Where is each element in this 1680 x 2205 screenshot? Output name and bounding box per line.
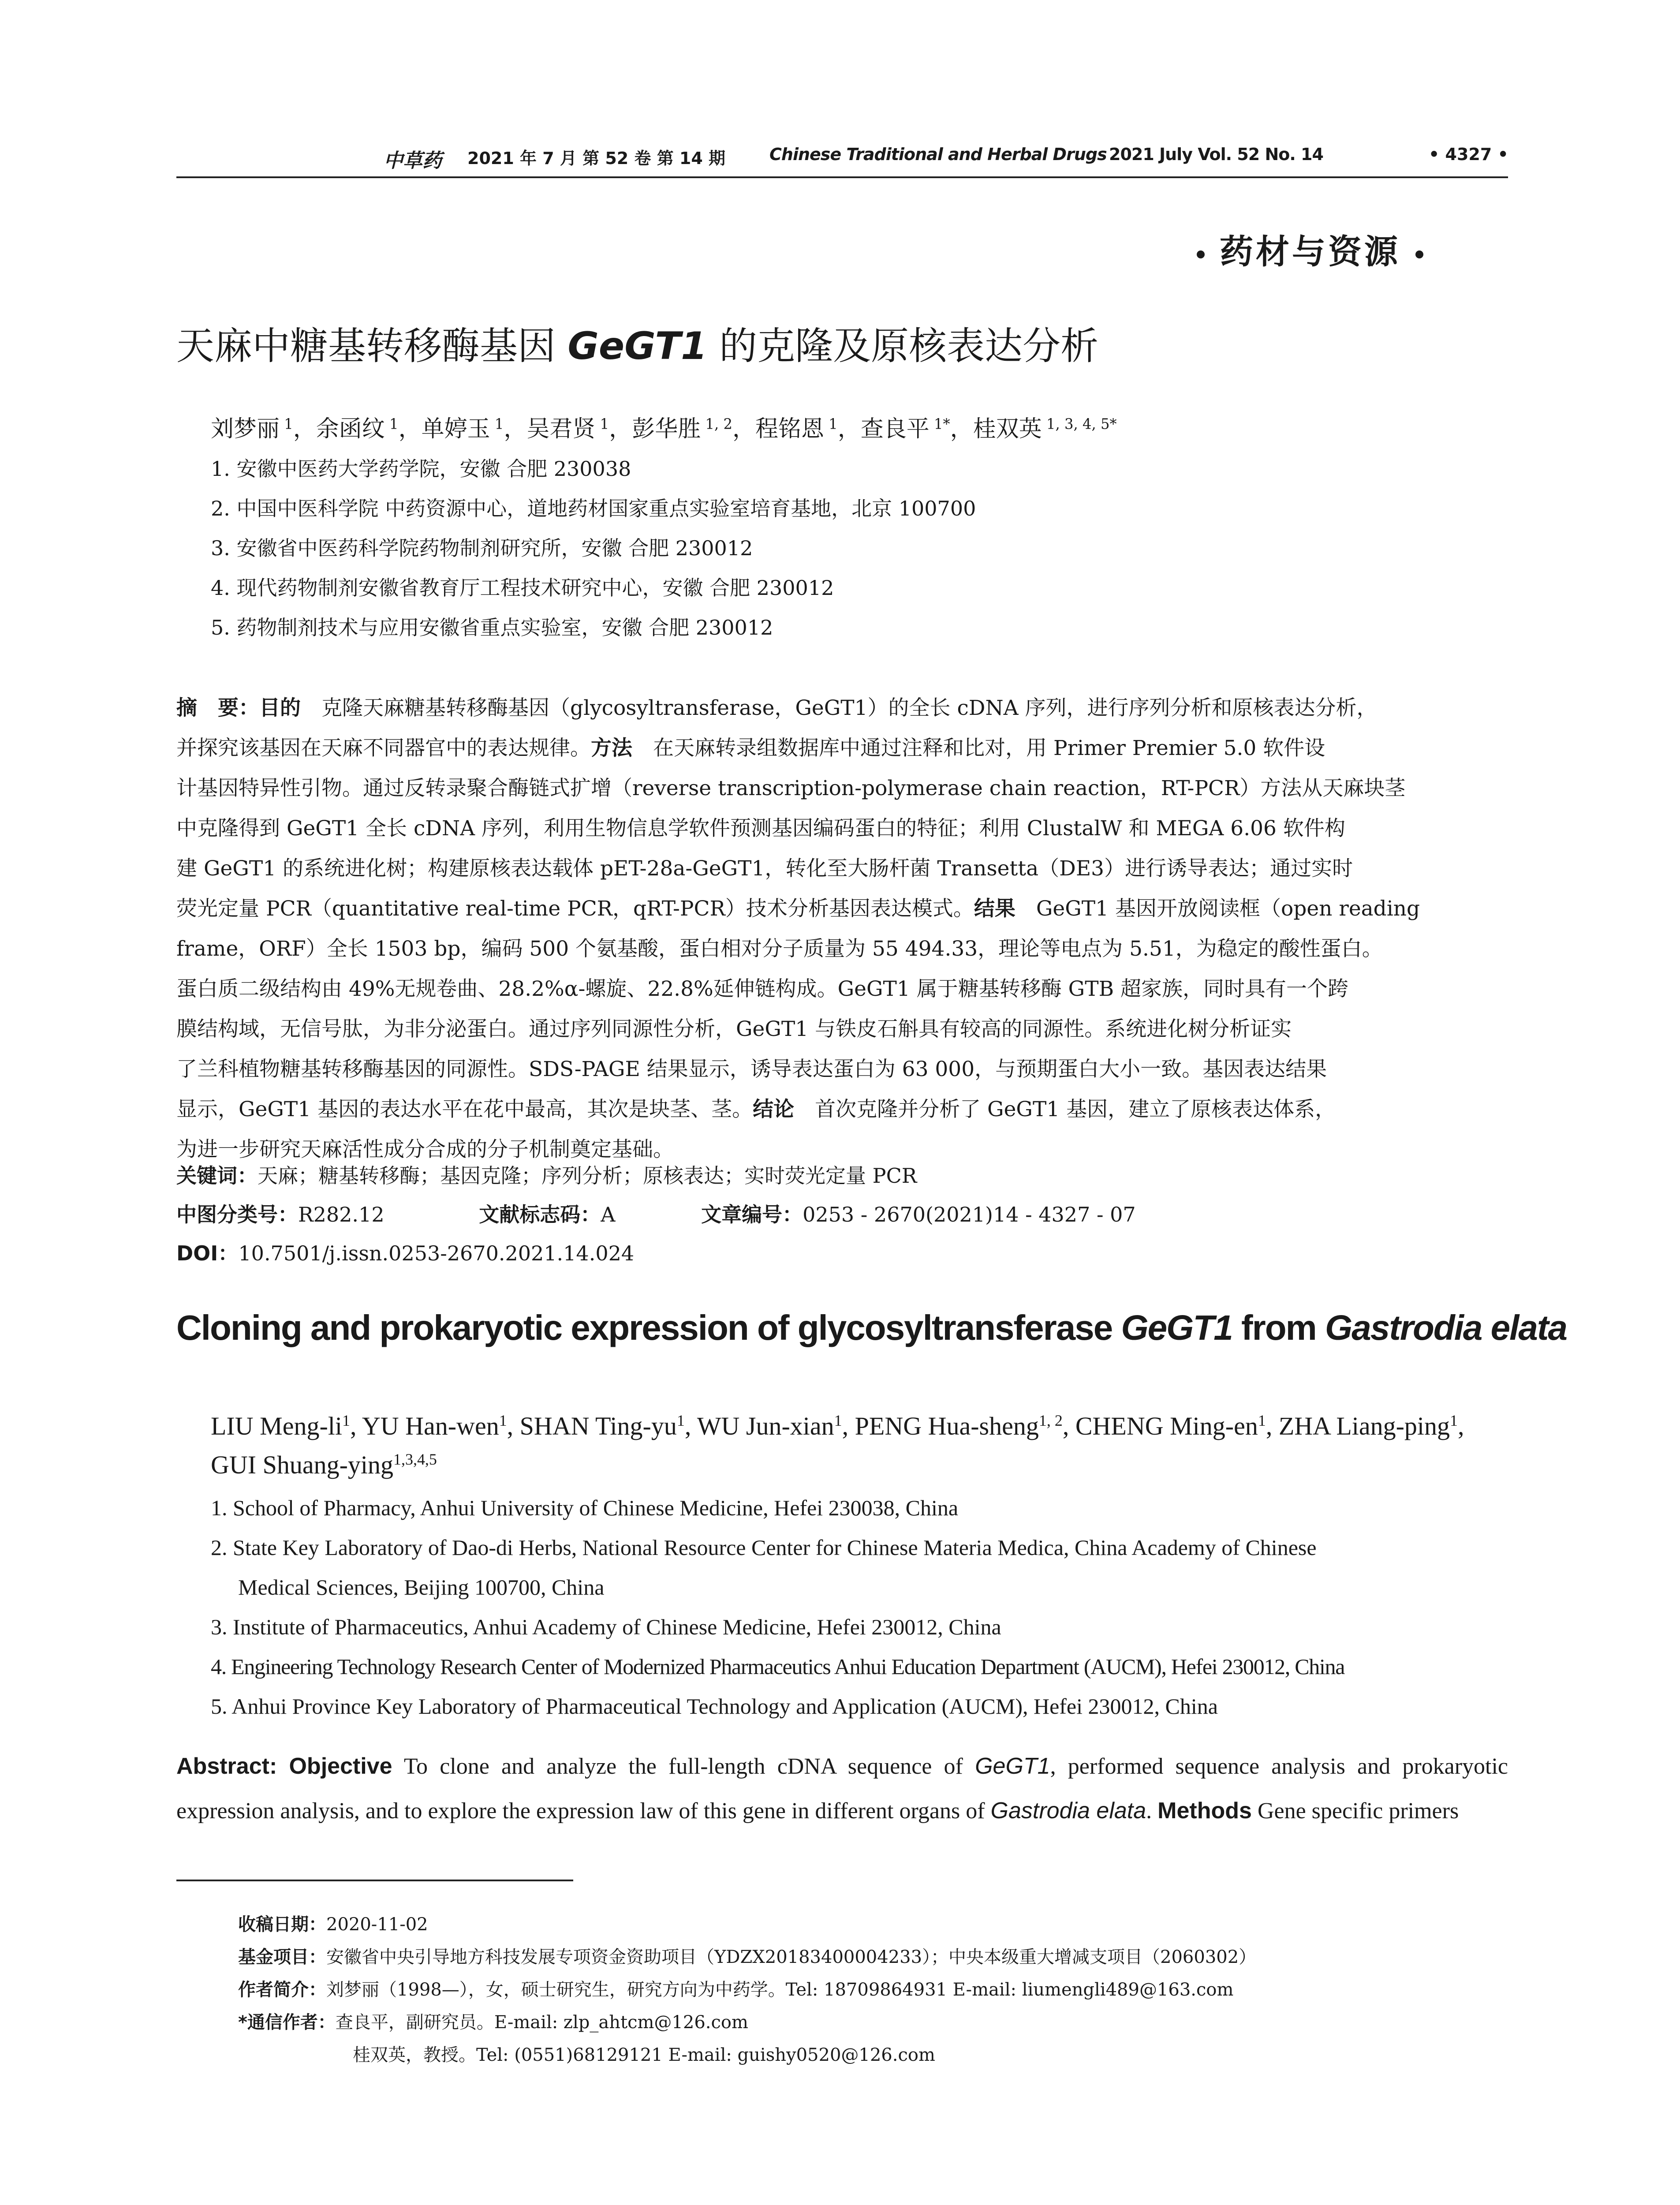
footnote-label: 作者简介： [238, 1980, 326, 2000]
author-affiliation-mark: 1 [385, 415, 399, 433]
cn-affiliation-1: 1. 安徽中医药大学药学院，安徽 合肥 230038 [211, 457, 631, 481]
cn-affiliation-3: 3. 安徽省中医药科学院药物制剂研究所，安徽 合肥 230012 [211, 536, 753, 560]
english-author-list [211, 1407, 1508, 1484]
article-number-value: 0253 - 2670(2021)14 - 4327 - 07 [803, 1203, 1136, 1226]
author-separator: ， [732, 416, 755, 442]
author-name: CHENG Ming-en [1075, 1412, 1258, 1440]
author-name: PENG Hua-sheng [855, 1412, 1039, 1440]
footnote-text: 刘梦丽（1998—），女，硕士研究生，研究方向为中药学。Tel: 18709864931 E-mail: liumengli489@163.com [326, 1980, 1234, 2000]
author-affiliation-mark: 1, 2 [1038, 1412, 1063, 1430]
results-label: 结果 [974, 897, 1015, 921]
author-affiliation-mark: 1 [595, 415, 609, 433]
en-affiliation-1: 1. School of Pharmacy, Anhui University of Chinese Medicine, Hefei 230038, China [211, 1495, 959, 1520]
bullet-icon [1197, 250, 1205, 258]
author-name: SHAN Ting-yu [519, 1412, 677, 1440]
methods-label: 方法 [591, 736, 632, 760]
author-name: WU Jun-xian [697, 1412, 834, 1440]
section-tag-text: 药材与资源 [1220, 232, 1400, 271]
author-name: 桂双英 [973, 416, 1042, 442]
footnote-label: 收稿日期： [238, 1914, 326, 1935]
author-name: YU Han-wen [362, 1412, 499, 1440]
footnote-text: 安徽省中央引导地方科技发展专项资金资助项目（YDZX20183400004233）；中央本级重大增减支项目（2060302） [326, 1947, 1257, 1967]
author-name: 查良平 [860, 416, 930, 442]
cn-affiliation-2: 2. 中国中医科学院 中药资源中心，道地药材国家重点实验室培育基地，北京 100700 [211, 497, 976, 520]
footnote-text: 查良平，副研究员。E-mail: zlp_ahtcm@126.com [335, 2012, 748, 2033]
journal-name-en: Chinese Traditional and Herbal Drugs [769, 145, 1107, 164]
chinese-title [176, 315, 1098, 370]
issue-date-cn: 2021 年 7 月 第 52 卷 第 14 期 [467, 149, 726, 168]
author-separator: ， [837, 416, 861, 442]
abstract-line: 了兰科植物糖基转移酶基因的同源性。SDS-PAGE 结果显示，诱导表达蛋白为 63 000，与预期蛋白大小一致。基因表达结果 [176, 1057, 1327, 1081]
en-objective-label: Objective [289, 1753, 392, 1779]
abstract-line: 显示，GeGT1 基因的表达水平在花中最高，其次是块茎、茎。 [176, 1097, 753, 1121]
author-affiliation-mark: 1, 2 [701, 415, 732, 433]
chinese-abstract [176, 688, 1508, 1170]
abstract-line: 膜结构域，无信号肽，为非分泌蛋白。通过序列同源性分析，GeGT1 与铁皮石斛具有较高的同源性。系统进化树分析证实 [176, 1017, 1292, 1041]
author-affiliation-mark: 1 [280, 415, 293, 433]
abstract-line: 计基因特异性引物。通过反转录聚合酶链式扩增（reverse transcription-polymerase chain reaction，RT-PCR）方法从天麻块茎 [176, 776, 1406, 800]
abstract-label: 摘 要： [176, 696, 259, 720]
footnote-corresponding-2 [353, 2041, 935, 2066]
footnote-label: 基金项目： [238, 1947, 326, 1967]
footnote-text: 2020-11-02 [326, 1914, 428, 1935]
author-name: 刘梦丽 [211, 416, 280, 442]
author-affiliation-mark: 1 [676, 1412, 685, 1430]
doi-line [176, 1237, 634, 1267]
author-name: GUI Shuang-ying [211, 1450, 394, 1479]
abstract-line: 并探究该基因在天麻不同器官中的表达规律。 [176, 736, 591, 760]
section-tag [1182, 225, 1438, 273]
abstract-line: frame，ORF）全长 1503 bp，编码 500 个氨基酸，蛋白相对分子质量为 55 494.33，理论等电点为 5.51，为稳定的酸性蛋白。 [176, 937, 1383, 961]
author-name: 彭华胜 [632, 416, 701, 442]
conclusion-label: 结论 [753, 1097, 795, 1121]
chinese-author-list [211, 410, 1117, 443]
chinese-title-post: 的克隆及原核表达分析 [707, 324, 1099, 368]
author-name: 吴君贤 [526, 416, 596, 442]
en-abstract-text: , performed sequence analysis and prokaryotic expression analysis, and to explore the expression law of this gene in different organs of [176, 1754, 1508, 1824]
author-affiliation-mark: 1 [1450, 1412, 1458, 1430]
author-name: ZHA Liang-ping [1278, 1412, 1450, 1440]
footnote-funding [238, 1943, 1256, 1968]
author-separator: ， [504, 416, 527, 442]
author-affiliation-mark: 1 [342, 1412, 350, 1430]
footnote-rule [176, 1880, 573, 1881]
cn-affiliation-5: 5. 药物制剂技术与应用安徽省重点实验室，安徽 合肥 230012 [211, 616, 773, 639]
footnote-author-bio [238, 1976, 1233, 2001]
page-number: • 4327 • [1429, 145, 1508, 164]
english-title-gene: GeGT1 [1121, 1308, 1232, 1347]
keywords-text: 天麻；糖基转移酶；基因克隆；序列分析；原核表达；实时荧光定量 PCR [258, 1164, 917, 1188]
issue-date-en: 2021 July Vol. 52 No. 14 [1109, 145, 1323, 164]
en-affiliation-5: 5. Anhui Province Key Laboratory of Pharmaceutical Technology and Application (AUCM), Hefei 230012, China [211, 1694, 1218, 1719]
en-abstract-label: Abstract: [176, 1753, 277, 1779]
chinese-title-pre: 天麻中糖基转移酶基因 [176, 324, 568, 368]
author-separator: , [1062, 1412, 1075, 1440]
author-separator: ， [293, 416, 316, 442]
bullet-icon [1415, 250, 1423, 258]
footnote-corresponding [238, 2008, 748, 2033]
en-affiliation-2: 2. State Key Laboratory of Dao-di Herbs, National Resource Center for Chinese Materia Medica, China Academy of Chinese [211, 1535, 1317, 1560]
cn-affiliation-4: 4. 现代药物制剂安徽省教育厅工程技术研究中心，安徽 合肥 230012 [211, 576, 834, 600]
footnote-text: 桂双英，教授。Tel: (0551)68129121 E-mail: guishy0520@126.com [353, 2045, 935, 2065]
author-affiliation-mark: 1 [834, 1412, 842, 1430]
keywords-label: 关键词： [176, 1164, 258, 1188]
en-abstract-species: Gastrodia elata [990, 1798, 1146, 1824]
author-separator: , [350, 1412, 362, 1440]
author-name: 程铭恩 [755, 416, 824, 442]
en-abstract-gene: GeGT1 [975, 1753, 1050, 1779]
author-separator: , [842, 1412, 855, 1440]
footnote-received [238, 1910, 428, 1936]
en-abstract-text: . [1146, 1798, 1158, 1824]
clc-value: R282.12 [298, 1203, 385, 1226]
doc-code-label: 文献标志码： [479, 1203, 601, 1226]
abstract-line: 克隆天麻糖基转移酶基因（glycosyltransferase，GeGT1）的全长 cDNA 序列，进行序列分析和原核表达分析， [301, 696, 1378, 720]
doi-label: DOI： [176, 1241, 239, 1265]
english-title-pre: Cloning and prokaryotic expression of glycosyltransferase [176, 1308, 1121, 1347]
abstract-line: 为进一步研究天麻活性成分合成的分子机制奠定基础。 [176, 1137, 674, 1162]
running-header [176, 140, 1508, 176]
en-abstract-text: Gene specific primers [1251, 1798, 1459, 1824]
abstract-line: 荧光定量 PCR（quantitative real-time PCR，qRT-PCR）技术分析基因表达模式。 [176, 897, 974, 921]
english-title-mid: from [1232, 1308, 1325, 1347]
author-affiliation-mark: 1 [490, 415, 504, 433]
author-separator: ， [950, 416, 973, 442]
english-title-species: Gastrodia elata [1325, 1308, 1567, 1347]
author-name: LIU Meng-li [211, 1412, 342, 1440]
article-number-label: 文章编号： [701, 1203, 803, 1226]
abstract-line: 中克隆得到 GeGT1 全长 cDNA 序列，利用生物信息学软件预测基因编码蛋白的特征；利用 ClustalW 和 MEGA 6.06 软件构 [176, 816, 1345, 841]
author-separator: , [1458, 1412, 1464, 1440]
author-separator: , [1266, 1412, 1279, 1440]
doi-value[interactable]: 10.7501/j.issn.0253-2670.2021.14.024 [238, 1241, 635, 1265]
author-affiliation-mark: 1* [929, 415, 950, 433]
author-name: 单婷玉 [421, 416, 490, 442]
clc-label: 中图分类号： [176, 1203, 298, 1226]
en-methods-label: Methods [1157, 1798, 1252, 1824]
en-affiliation-4: 4. Engineering Technology Research Center of Modernized Pharmaceutics Anhui Education Department (AUCM), Hefei 230012, China [211, 1654, 1345, 1679]
author-separator: ， [609, 416, 632, 442]
abstract-line: GeGT1 基因开放阅读框（open reading [1015, 897, 1420, 921]
doc-code-value: A [601, 1203, 616, 1226]
author-affiliation-mark: 1 [824, 415, 838, 433]
journal-name-cn: 中草药 [384, 149, 442, 172]
author-separator: ， [398, 416, 422, 442]
abstract-line: 蛋白质二级结构由 49%无规卷曲、28.2%α-螺旋、22.8%延伸链构成。GeGT1 属于糖基转移酶 GTB 超家族，同时具有一个跨 [176, 977, 1349, 1001]
author-separator: , [684, 1412, 697, 1440]
author-separator: , [507, 1412, 520, 1440]
objective-label: 目的 [259, 696, 301, 720]
abstract-line: 首次克隆并分析了 GeGT1 基因，建立了原核表达体系， [794, 1097, 1336, 1121]
author-affiliation-mark: 1 [499, 1412, 507, 1430]
classification-line [176, 1199, 1136, 1228]
abstract-line: 建 GeGT1 的系统进化树；构建原核表达载体 pET-28a-GeGT1，转化至大肠杆菌 Transetta（DE3）进行诱导表达；通过实时 [176, 856, 1353, 881]
en-affiliation-2-cont: Medical Sciences, Beijing 100700, China [238, 1575, 605, 1600]
author-name: 余函纹 [316, 416, 385, 442]
keywords [176, 1160, 917, 1189]
abstract-line: 在天麻转录组数据库中通过注释和比对，用 Primer Premier 5.0 软件设 [632, 736, 1325, 760]
author-affiliation-mark: 1, 3, 4, 5* [1042, 415, 1117, 433]
chinese-title-gene: GeGT1 [567, 324, 707, 368]
english-abstract [176, 1744, 1508, 1833]
header-rule [176, 176, 1508, 178]
en-abstract-text: To clone and analyze the full-length cDNA sequence of [392, 1754, 975, 1779]
footnote-label: *通信作者： [238, 2012, 336, 2033]
author-affiliation-mark: 1,3,4,5 [393, 1450, 437, 1469]
english-title [176, 1308, 1567, 1348]
en-affiliation-3: 3. Institute of Pharmaceutics, Anhui Academy of Chinese Medicine, Hefei 230012, China [211, 1615, 1001, 1639]
author-affiliation-mark: 1 [1258, 1412, 1266, 1430]
